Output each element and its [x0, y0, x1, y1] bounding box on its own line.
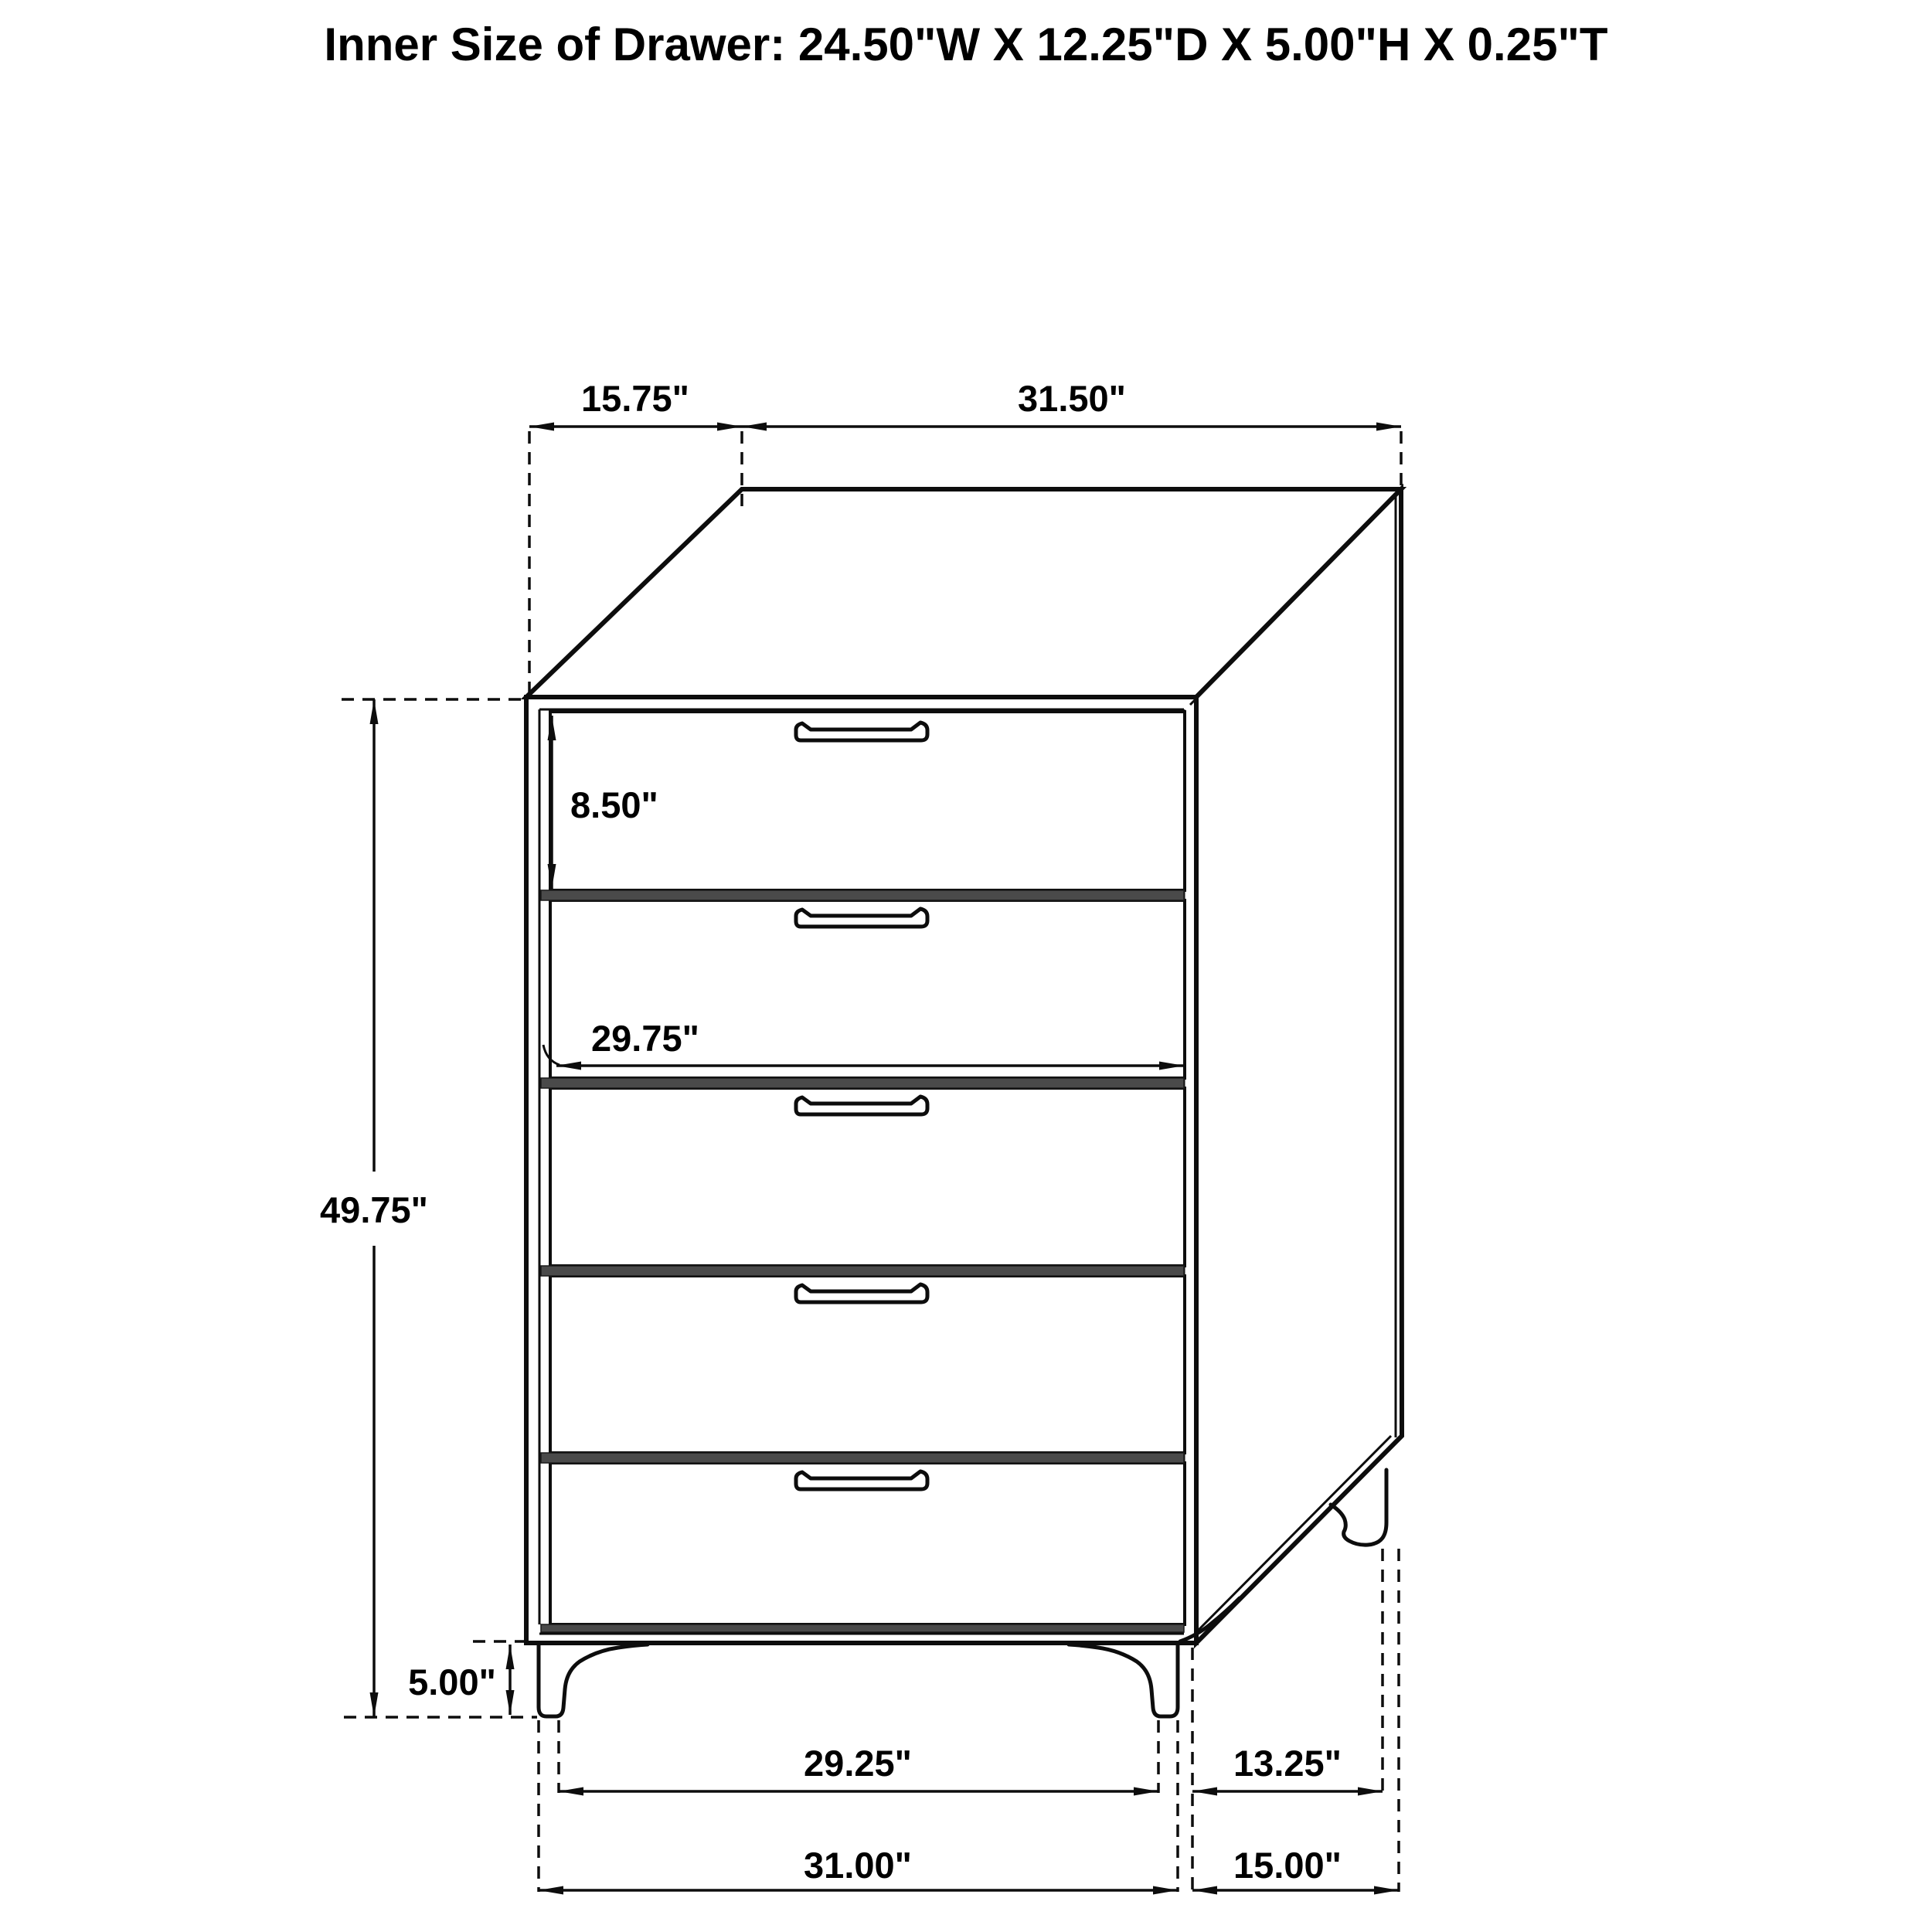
drawer-gap-4 [541, 1453, 1184, 1463]
dim-label-overall-width: 31.00" [804, 1845, 912, 1886]
dim-label-top-depth: 15.75" [581, 378, 689, 419]
dim-label-drawer-face-width: 29.75" [591, 1018, 699, 1059]
drawer-gap-1 [541, 890, 1184, 900]
dim-label-overall-height: 49.75" [320, 1189, 428, 1230]
dim-label-drawer-height: 8.50" [570, 784, 658, 825]
drawer-gap-2 [541, 1078, 1184, 1088]
dim-label-leg-height: 5.00" [408, 1662, 496, 1702]
diagram-title: Inner Size of Drawer: 24.50"W X 12.25"D X 5.00"H X 0.25"T [324, 19, 1608, 70]
base-rail-band [541, 1624, 1184, 1632]
dim-label-overall-depth: 15.00" [1233, 1845, 1342, 1886]
dim-label-front-feet-inner-span: 29.25" [804, 1743, 912, 1784]
front-right-leg [1069, 1645, 1178, 1716]
dim-label-side-feet-span: 13.25" [1233, 1743, 1342, 1784]
front-left-leg [539, 1645, 648, 1716]
chest-body [526, 489, 1402, 1716]
drawer-gap-3 [541, 1266, 1184, 1276]
dim-label-top-width: 31.50" [1018, 378, 1126, 419]
